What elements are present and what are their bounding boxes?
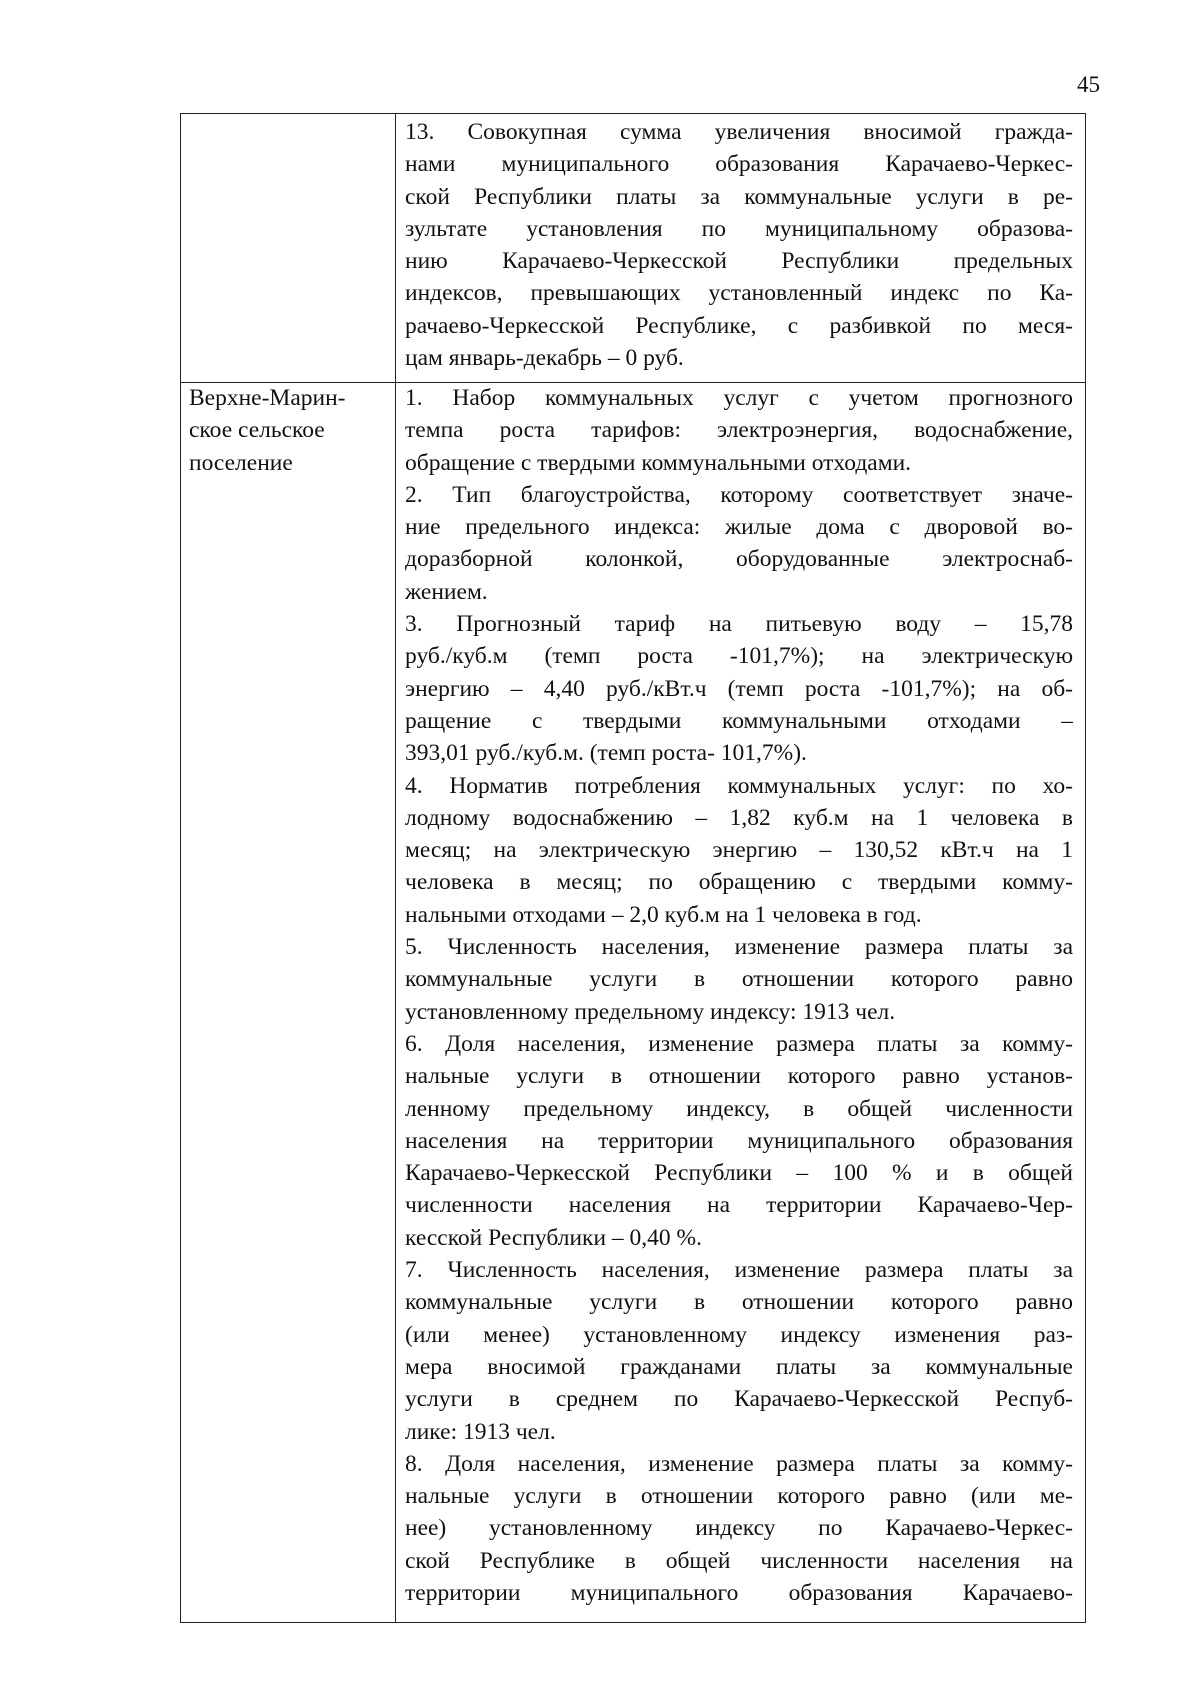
paragraph-13-line: зультате установления по муниципальному образова- (405, 215, 1073, 242)
paragraph-6-line: ленному предельному индексу, в общей численности (405, 1095, 1073, 1122)
paragraph-1-line: 1. Набор коммунальных услуг с учетом прогнозного (405, 385, 1073, 411)
paragraph-3-line: ращение с твердыми коммунальными отходами – (405, 707, 1073, 734)
paragraph-6-line: Карачаево-Черкесской Республики – 100 % и в общей (405, 1160, 1073, 1187)
paragraph-7-line: (или менее) установленному индексу изменения раз- (405, 1321, 1073, 1348)
paragraph-13-line: индексов, превышающих установленный индекс по Ка- (405, 280, 1073, 307)
paragraph-5 (405, 931, 1073, 1028)
paragraph-3 (405, 608, 1073, 769)
paragraph-2 (405, 479, 1073, 608)
paragraph-5-line: коммунальные услуги в отношении которого равно (405, 966, 1073, 993)
paragraph-6-line: кесской Республики – 0,40 %. (405, 1224, 702, 1251)
paragraph-3-line: 3. Прогнозный тариф на питьевую воду – 15,78 (405, 611, 1073, 638)
paragraph-4-line: месяц; на электрическую энергию – 130,52 кВт.ч на 1 (405, 837, 1073, 864)
paragraph-3-line: руб./куб.м (темп роста -101,7%); на электрическую (405, 643, 1073, 670)
paragraph-3-line: энергию – 4,40 руб./кВт.ч (темп роста -101,7%); на об- (405, 675, 1073, 702)
settlement-name-line: Верхне-Марин- (189, 385, 346, 411)
paragraph-13-line: цам январь-декабрь – 0 руб. (405, 345, 684, 372)
table-cell-row1-content (405, 116, 1073, 374)
paragraph-13-line: ской Республики платы за коммунальные услуги в ре- (405, 183, 1073, 210)
paragraph-6-line: населения на территории муниципального образования (405, 1127, 1073, 1154)
paragraph-8-line: ской Республике в общей численности населения на (405, 1547, 1073, 1574)
paragraph-8-line: территории муниципального образования Карачаево- (405, 1579, 1073, 1606)
table-cell-row2-content (405, 382, 1073, 1609)
paragraph-1 (405, 382, 1073, 479)
paragraph-4-line: лодному водоснабжению – 1,82 куб.м на 1 человека в (405, 804, 1073, 831)
paragraph-6 (405, 1028, 1073, 1254)
paragraph-7 (405, 1254, 1073, 1448)
paragraph-13-line: нами муниципального образования Карачаево-Черкес- (405, 151, 1073, 178)
paragraph-4-line: человека в месяц; по обращению с твердыми комму- (405, 869, 1073, 896)
paragraph-8 (405, 1448, 1073, 1609)
paragraph-8-line: нальные услуги в отношении которого равно (или ме- (405, 1483, 1073, 1510)
page-number: 45 (1077, 72, 1100, 97)
settlement-name-line: поселение (189, 449, 293, 476)
paragraph-3-line: 393,01 руб./куб.м. (темп роста- 101,7%). (405, 740, 807, 767)
paragraph-5-line: 5. Численность населения, изменение размера платы за (405, 934, 1073, 961)
paragraph-7-line: коммунальные услуги в отношении которого равно (405, 1289, 1073, 1316)
paragraph-4-line: 4. Норматив потребления коммунальных услуг: по хо- (405, 772, 1073, 799)
paragraph-6-line: нальные услуги в отношении которого равно установ- (405, 1063, 1073, 1090)
paragraph-4-line: нальными отходами – 2,0 куб.м на 1 человека в год. (405, 901, 922, 928)
paragraph-6-line: численности населения на территории Карачаево-Чер- (405, 1192, 1073, 1219)
column-divider (395, 114, 396, 1622)
paragraph-13-line: нию Карачаево-Черкесской Республики предельных (405, 248, 1073, 275)
paragraph-1-line: темпа роста тарифов: электроэнергия, водоснабжение, (405, 417, 1073, 444)
paragraph-2-line: 2. Тип благоустройства, которому соответствует значе- (405, 481, 1073, 508)
settlement-name-line: ское сельское (189, 417, 325, 444)
document-table (180, 113, 1086, 1623)
paragraph-7-line: 7. Численность населения, изменение размера платы за (405, 1257, 1073, 1284)
paragraph-8-line: 8. Доля населения, изменение размера платы за комму- (405, 1450, 1073, 1477)
paragraph-7-line: мера вносимой гражданами платы за коммунальные (405, 1353, 1073, 1380)
paragraph-2-line: доразборной колонкой, оборудованные электроснаб- (405, 546, 1073, 573)
table-cell-settlement-name (189, 382, 389, 479)
paragraph-1-line: обращение с твердыми коммунальными отходами. (405, 449, 912, 476)
paragraph-6-line: 6. Доля населения, изменение размера платы за комму- (405, 1030, 1073, 1057)
paragraph-2-line: жением. (405, 578, 488, 605)
paragraph-13-line: 13. Совокупная сумма увеличения вносимой гражда- (405, 119, 1073, 145)
paragraph-8-line: нее) установленному индексу по Карачаево-Черкес- (405, 1515, 1073, 1542)
paragraph-13-line: рачаево-Черкесской Республике, с разбивкой по меся- (405, 312, 1073, 339)
paragraph-7-line: услуги в среднем по Карачаево-Черкесской Респуб- (405, 1386, 1073, 1413)
paragraph-7-line: лике: 1913 чел. (405, 1418, 556, 1445)
paragraph-5-line: установленному предельному индексу: 1913 чел. (405, 998, 896, 1025)
paragraph-2-line: ние предельного индекса: жилые дома с дворовой во- (405, 514, 1073, 541)
paragraph-4 (405, 770, 1073, 931)
